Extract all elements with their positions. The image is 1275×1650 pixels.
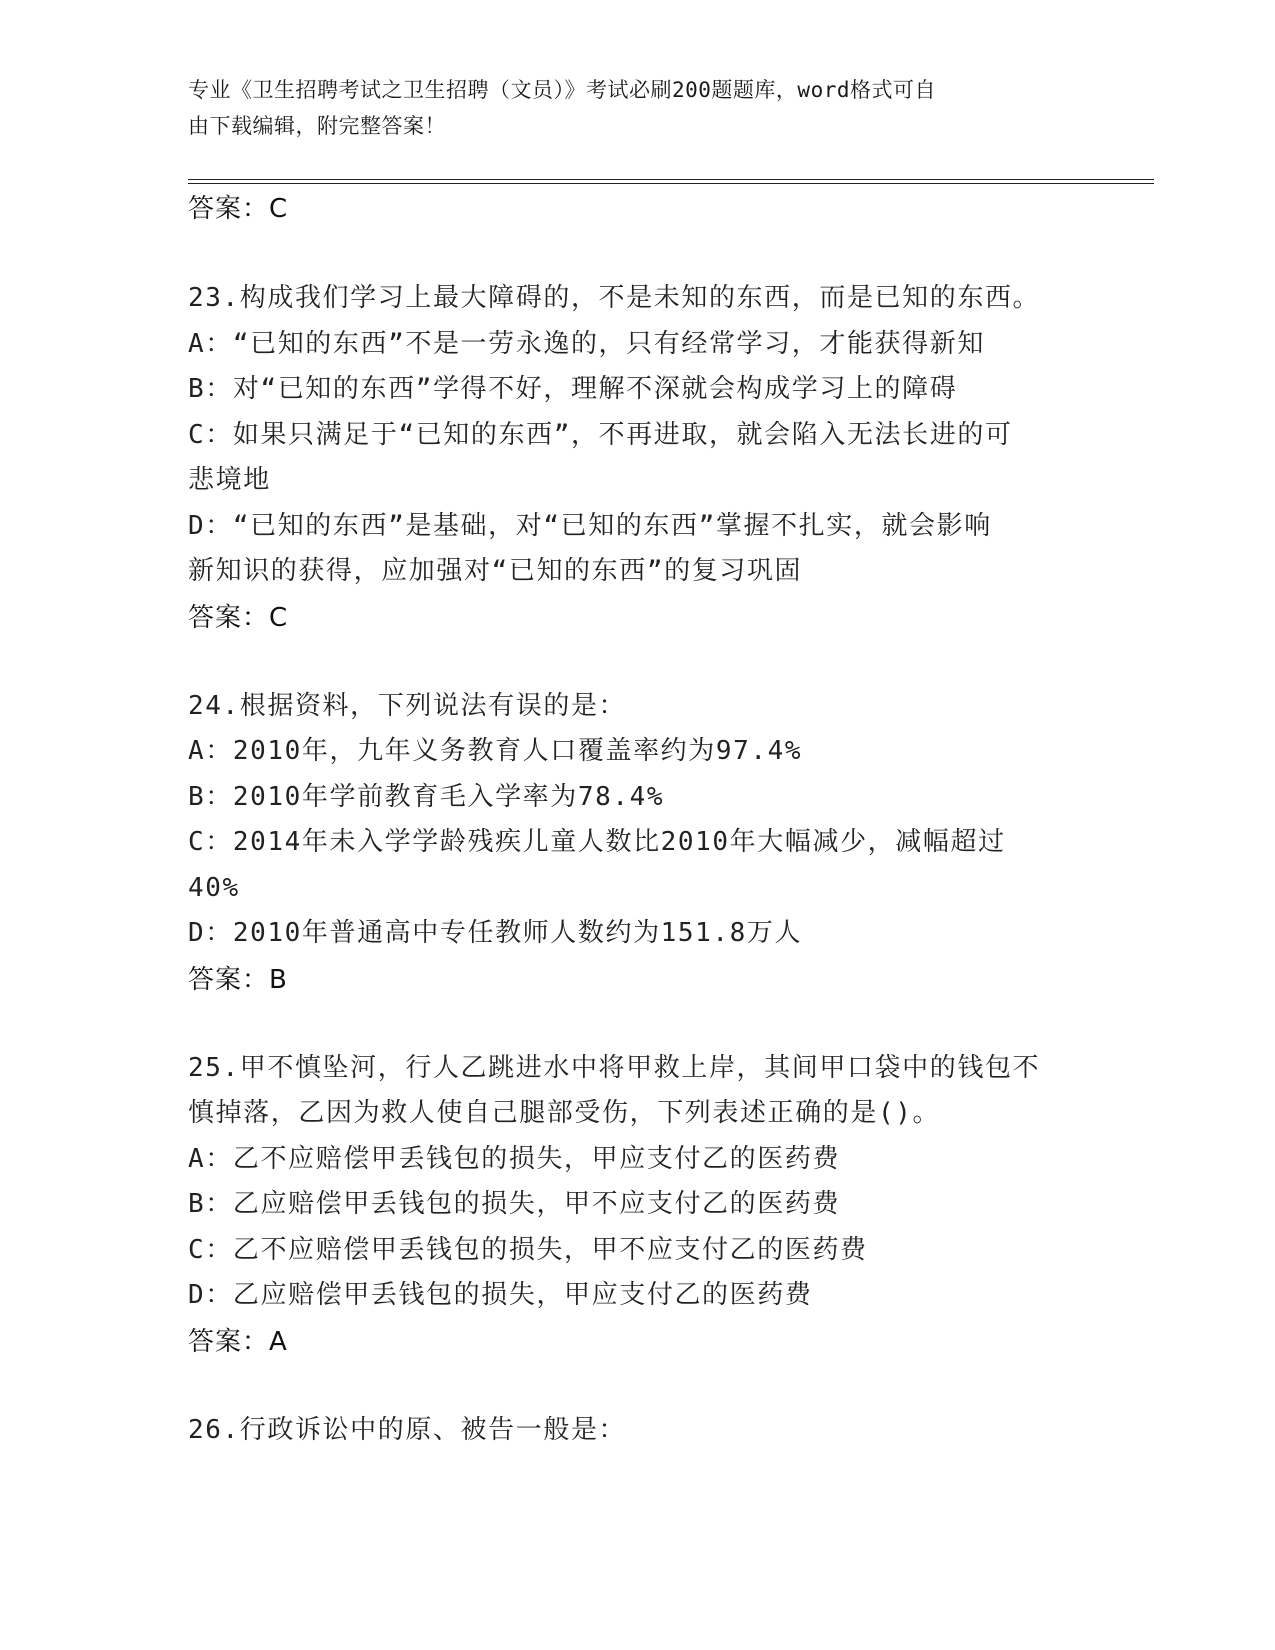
document-body <box>188 186 1088 1453</box>
question-23-option-a: A：“已知的东西”不是一劳永逸的，只有经常学习，才能获得新知 <box>188 328 985 359</box>
question-23-option-d-cont: 新知识的获得，应加强对“已知的东西”的复习巩固 <box>188 556 803 586</box>
question-23 <box>188 276 1088 641</box>
question-24-option-b: B：2010年学前教育毛入学率为78.4% <box>188 781 665 812</box>
question-24-answer: 答案：B <box>188 964 288 995</box>
question-24-line-1: 24.根据资料，下列说法有误的是： <box>188 690 627 721</box>
header-divider-bottom <box>188 183 1154 184</box>
answer-prev: 答案：C <box>188 194 289 224</box>
header-line-2: 由下载编辑，附完整答案！ <box>188 114 446 138</box>
question-25 <box>188 1046 1088 1365</box>
question-23-line-1: 23.构成我们学习上最大障碍的，不是未知的东西，而是已知的东西。 <box>188 283 1041 313</box>
question-25-answer: 答案：A <box>188 1326 288 1357</box>
question-26 <box>188 1408 1088 1454</box>
question-24-option-c-cont: 40% <box>188 872 240 903</box>
question-26-line-1: 26.行政诉讼中的原、被告一般是： <box>188 1414 627 1445</box>
document-header <box>188 72 1068 144</box>
spacer <box>188 1003 1088 1046</box>
question-25-line-1: 25.甲不慎坠河，行人乙跳进水中将甲救上岸，其间甲口袋中的钱包不 <box>188 1052 1041 1083</box>
question-24-option-d: D：2010年普通高中专任教师人数约为151.8万人 <box>188 918 803 948</box>
spacer <box>188 1365 1088 1408</box>
spacer <box>188 641 1088 684</box>
spacer <box>188 232 1088 276</box>
header-line-1: 专业《卫生招聘考试之卫生招聘（文员）》考试必刷200题题库，word格式可自 <box>188 78 936 102</box>
question-23-option-c-cont: 悲境地 <box>188 465 271 495</box>
question-24 <box>188 684 1088 1003</box>
question-25-option-c: C：乙不应赔偿甲丢钱包的损失，甲不应支付乙的医药费 <box>188 1234 868 1265</box>
question-23-option-b: B：对“已知的东西”学得不好，理解不深就会构成学习上的障碍 <box>188 374 958 404</box>
question-23-answer: 答案：C <box>188 602 289 633</box>
header-divider-top <box>188 179 1154 180</box>
question-25-line-2: 慎掉落，乙因为救人使自己腿部受伤，下列表述正确的是()。 <box>188 1098 941 1128</box>
question-25-option-d: D：乙应赔偿甲丢钱包的损失，甲应支付乙的医药费 <box>188 1280 813 1310</box>
question-24-option-c: C：2014年未入学学龄残疾儿童人数比2010年大幅减少，减幅超过 <box>188 827 1006 857</box>
question-23-option-d: D：“已知的东西”是基础，对“已知的东西”掌握不扎实，就会影响 <box>188 510 992 541</box>
question-23-option-c: C：如果只满足于“已知的东西”，不再进取，就会陷入无法长进的可 <box>188 419 1013 450</box>
question-24-option-a: A：2010年，九年义务教育人口覆盖率约为97.4% <box>188 736 803 766</box>
question-25-option-b: B：乙应赔偿甲丢钱包的损失，甲不应支付乙的医药费 <box>188 1189 841 1219</box>
question-25-option-a: A：乙不应赔偿甲丢钱包的损失，甲应支付乙的医药费 <box>188 1143 841 1174</box>
